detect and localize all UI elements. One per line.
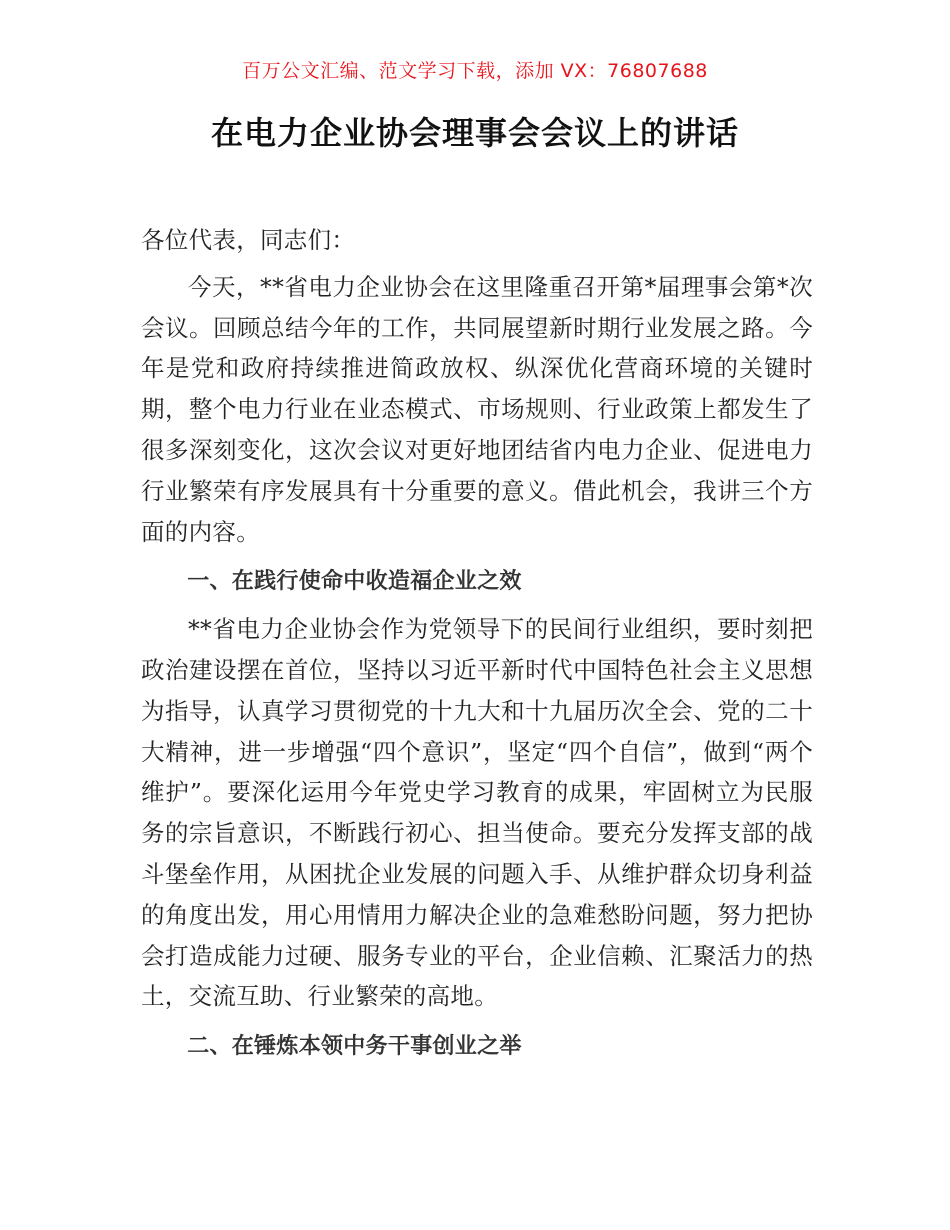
document-body [141,220,813,1074]
salutation: 各位代表，同志们： [141,226,356,254]
section-1-paragraph: **省电力企业协会作为党领导下的民间行业组织，要时刻把政治建设摆在首位，坚持以习近平新时代中国特色社会主义思想为指导，认真学习贯彻党的十九大和十九届历次全会、党的二十大精神，进一步增强“四个意识”，坚定“四个自信”，做到“两个维护”。要深化运用今年党史学习教育的成果，牢固树立为民服务的宗旨意识，不断践行初心、担当使命。要充分发挥支部的战斗堡垒作用，从困扰企业发展的问题入手、从维护群众切身利益的角度出发，用心用情用力解决企业的急难愁盼问题，努力把协会打造成能力过硬、服务专业的平台，企业信赖、汇聚活力的热土，交流互助、行业繁荣的高地。 [141,615,813,1011]
watermark-header: 百万公文汇编、范文学习下载，添加 VX：76807688 [242,60,708,82]
intro-paragraph: 今天，**省电力企业协会在这里隆重召开第*届理事会第*次会议。回顾总结今年的工作，共同展望新时期行业发展之路。今年是党和政府持续推进简政放权、纵深优化营商环境的关键时期，整个电力行业在业态模式、市场规则、行业政策上都发生了很多深刻变化，这次会议对更好地团结省内电力企业、促进电力行业繁荣有序发展具有十分重要的意义。借此机会，我讲三个方面的内容。 [141,272,813,546]
document-title: 在电力企业协会理事会会议上的讲话 [210,114,739,152]
section-heading-1: 一、在践行使命中收造福企业之效 [187,569,522,595]
section-heading-2: 二、在锤炼本领中务干事创业之举 [187,1034,522,1060]
